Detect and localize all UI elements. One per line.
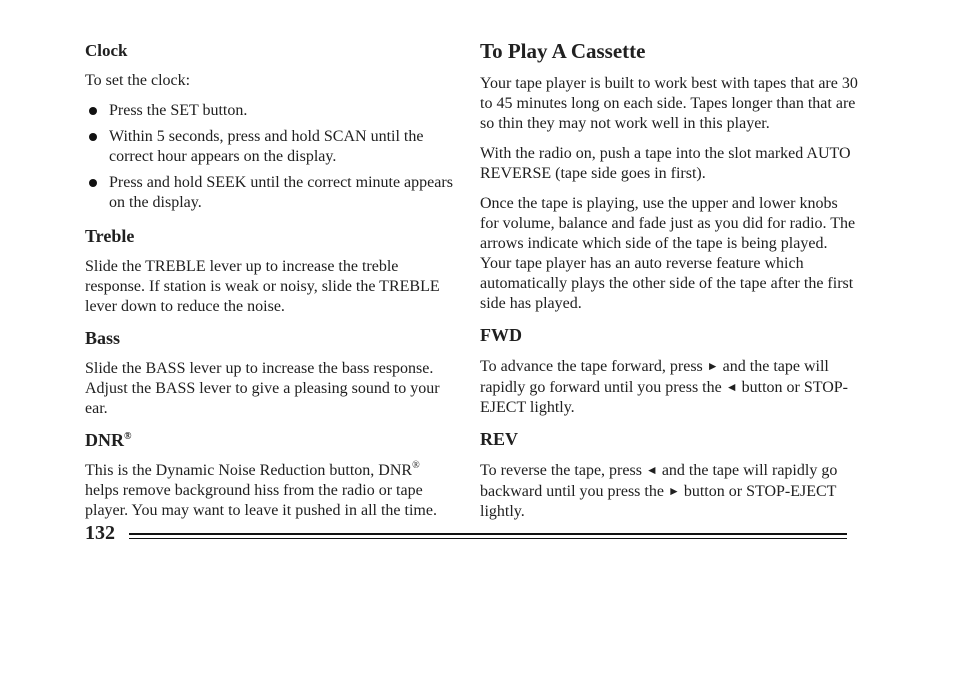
left-arrow-icon: ◄	[645, 463, 658, 477]
clock-step-text: Within 5 seconds, press and hold SCAN until the correct hour appears on the display.	[109, 128, 424, 165]
right-arrow-icon: ►	[706, 359, 719, 373]
fwd-text-part1: To advance the tape forward, press	[480, 358, 703, 375]
cassette-paragraph: Once the tape is playing, use the upper and lower knobs for volume, balance and fade just as you did for radio. The arrows indicate which side of the tape is being played. Your tape player has an auto reverse feature which automatically plays the other side of the tape after the first side has played.	[480, 195, 856, 312]
bass-body: Slide the BASS lever up to increase the bass response. Adjust the BASS lever to give a pleasing sound to your ear.	[85, 360, 440, 417]
left-column	[85, 34, 457, 531]
dnr-body-part2: helps remove background hiss from the radio or tape player. You may want to leave it pushed in all the time.	[85, 482, 437, 519]
fwd-text-part3: button or STOP-EJECT lightly.	[480, 379, 849, 416]
rev-text-part2: and the tape will rapidly go backward until you press the	[480, 462, 838, 500]
right-column	[480, 34, 860, 532]
list-item	[85, 101, 457, 121]
list-item	[85, 173, 457, 213]
bass-heading: Bass	[85, 328, 121, 348]
list-item	[85, 127, 457, 167]
registered-mark: ®	[412, 460, 420, 471]
dnr-body	[85, 461, 457, 521]
cassette-paragraph: With the radio on, push a tape into the slot marked AUTO REVERSE (tape side goes in first).	[480, 145, 851, 182]
bullet-icon	[89, 107, 97, 115]
dnr-body-part1: This is the Dynamic Noise Reduction button, DNR	[85, 462, 413, 479]
left-arrow-icon: ◄	[725, 380, 738, 394]
dnr-heading-text: DNR	[85, 430, 124, 450]
treble-heading: Treble	[85, 226, 135, 246]
cassette-title: To Play A Cassette	[480, 39, 646, 63]
right-arrow-icon: ►	[667, 484, 680, 498]
clock-step-text: Press the SET button.	[109, 102, 248, 119]
clock-steps-list	[85, 101, 457, 213]
fwd-text-part2: and the tape will rapidly go forward until you press the	[480, 358, 829, 396]
fwd-heading: FWD	[480, 325, 522, 345]
fwd-body	[480, 356, 860, 418]
clock-step-text: Press and hold SEEK until the correct minute appears on the display.	[109, 174, 453, 211]
page-footer	[85, 522, 847, 552]
registered-mark: ®	[124, 431, 132, 442]
cassette-paragraph: Your tape player is built to work best with tapes that are 30 to 45 minutes long on each side. Tapes longer than that are so thin they may not work well in this player.	[480, 75, 858, 132]
clock-intro: To set the clock:	[85, 72, 191, 89]
dnr-heading	[85, 429, 457, 451]
rev-text-part1: To reverse the tape, press	[480, 462, 642, 479]
footer-rule	[129, 538, 847, 539]
bullet-icon	[89, 133, 97, 141]
rev-body	[480, 460, 860, 522]
treble-body: Slide the TREBLE lever up to increase the treble response. If station is weak or noisy, slide the TREBLE lever down to reduce the noise.	[85, 258, 440, 315]
rev-text-part3: button or STOP-EJECT lightly.	[480, 483, 837, 520]
footer-rule	[129, 533, 847, 535]
page-number: 132	[85, 522, 115, 544]
bullet-icon	[89, 179, 97, 187]
clock-heading: Clock	[85, 41, 128, 60]
rev-heading: REV	[480, 429, 519, 449]
